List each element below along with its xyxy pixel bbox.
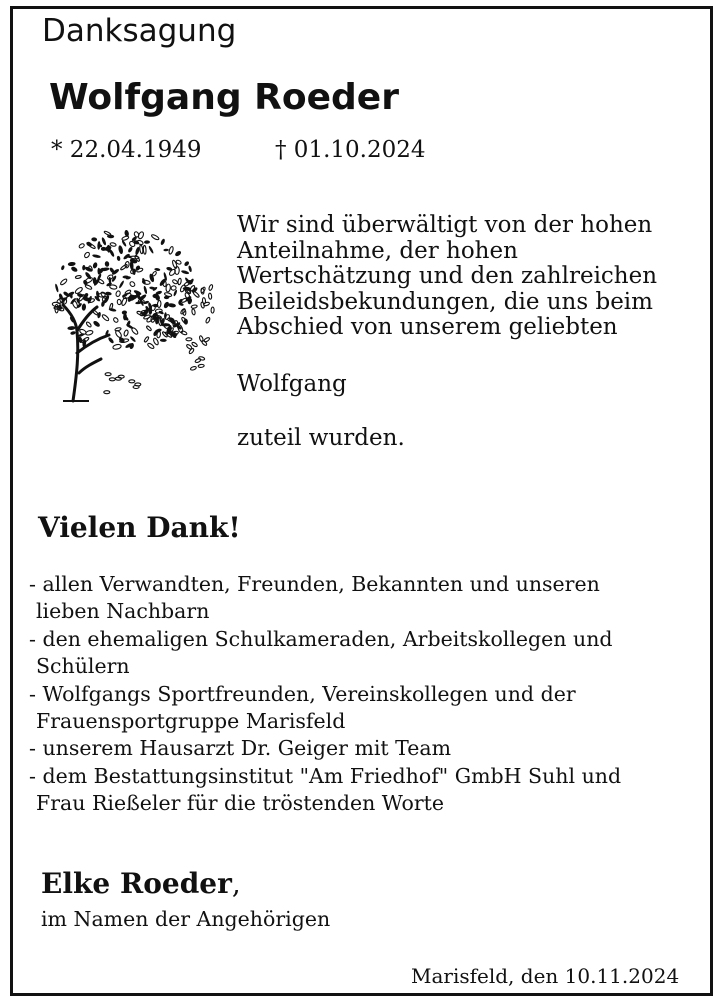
list-item: - allen Verwandten, Freunden, Bekannten und unseren <box>29 572 600 596</box>
leaf <box>186 338 192 341</box>
leaf <box>144 336 150 342</box>
leaf <box>155 309 162 314</box>
leaf <box>186 344 193 350</box>
leaf <box>84 251 91 258</box>
leaf <box>153 337 160 345</box>
signer-subtitle: im Namen der Angehörigen <box>41 907 331 931</box>
leaf <box>181 270 190 275</box>
leaf <box>198 364 204 368</box>
leaf <box>191 305 197 309</box>
list-item: Schülern <box>36 654 130 679</box>
leaf <box>129 336 136 343</box>
leaf <box>122 310 128 314</box>
leaf <box>101 314 109 322</box>
deceased-name: Wolfgang Roeder <box>49 77 399 118</box>
leaf <box>74 286 83 294</box>
leaf <box>208 293 212 299</box>
leaf <box>181 298 188 304</box>
leaf <box>104 261 109 267</box>
leaf <box>174 250 182 257</box>
leaf <box>168 246 174 254</box>
death-date: † 01.10.2024 <box>275 137 426 163</box>
leaf <box>117 299 121 305</box>
leaf <box>144 240 150 244</box>
leaf <box>134 231 140 238</box>
thanks-list <box>29 571 621 818</box>
list-item: - den ehemaligen Schulkameraden, Arbeitskollegen und <box>29 626 613 651</box>
leaf <box>183 281 190 287</box>
leaf <box>201 340 207 346</box>
leaf <box>139 245 143 254</box>
leaf <box>75 275 81 279</box>
leaf <box>91 237 97 241</box>
message-end: zuteil wurden. <box>237 425 405 451</box>
leaf <box>200 287 206 294</box>
leaf <box>160 238 166 245</box>
leaf <box>86 321 92 327</box>
notice-heading: Danksagung <box>42 13 237 49</box>
leaf <box>157 300 161 307</box>
leaf <box>151 304 156 310</box>
leaf <box>195 358 202 363</box>
leaf <box>147 342 155 349</box>
signer-name: Elke Roeder <box>41 867 232 900</box>
leaf <box>190 366 197 371</box>
signer-comma: , <box>231 867 241 900</box>
leaf <box>131 327 139 335</box>
leaf <box>70 266 78 273</box>
leaf <box>116 256 120 262</box>
leaf <box>171 285 177 290</box>
list-item: - Wolfgangs Sportfreunden, Vereinskollegen und der <box>29 681 576 706</box>
leaf <box>92 320 101 328</box>
leaf <box>191 342 198 348</box>
leaf <box>118 280 124 289</box>
leaf <box>113 317 119 323</box>
message-line: Wir sind überwältigt von der hohen <box>237 212 653 238</box>
leaf <box>202 298 206 304</box>
leaf <box>127 246 133 253</box>
leaf <box>181 330 188 335</box>
leaf <box>208 284 213 291</box>
leaf <box>110 242 117 247</box>
leaf <box>109 378 115 381</box>
thanks-heading: Vielen Dank! <box>38 511 241 544</box>
list-item: - unserem Hausarzt Dr. Geiger mit Team <box>29 736 452 761</box>
leaf <box>118 245 124 255</box>
leaf <box>60 278 68 286</box>
leaf <box>55 283 60 292</box>
leaf <box>61 265 66 271</box>
leaf <box>154 268 160 272</box>
leaf <box>92 254 101 259</box>
leaf <box>92 262 98 269</box>
leaf <box>68 262 76 267</box>
leaf <box>121 235 129 240</box>
leaf <box>78 243 84 249</box>
leaf <box>82 265 86 271</box>
leaf <box>137 240 144 246</box>
list-item: Frau Rießeler für die tröstenden Worte <box>36 791 444 816</box>
leaf <box>146 325 152 331</box>
place-date: Marisfeld, den 10.11.2024 <box>411 964 680 988</box>
leaf <box>101 237 107 246</box>
leaf <box>97 278 104 284</box>
leaf <box>152 271 157 277</box>
leaf <box>121 240 127 247</box>
leaf <box>172 279 178 285</box>
leaf <box>115 330 123 339</box>
leaf <box>104 391 110 394</box>
leaf <box>205 317 210 324</box>
leaf <box>67 326 75 330</box>
leaf <box>143 245 146 254</box>
leaf <box>84 277 93 285</box>
leaf <box>109 249 115 257</box>
list-item: - dem Bestattungsinstitut "Am Friedhof" GmbH Suhl und <box>29 763 622 788</box>
message-line: Wertschätzung und den zahlreichen <box>237 263 658 289</box>
leaf <box>151 234 160 241</box>
message-text <box>237 213 657 341</box>
leaf <box>115 290 120 297</box>
message-name: Wolfgang <box>237 371 347 397</box>
leaf <box>143 286 148 295</box>
leaf <box>193 291 200 298</box>
leaf <box>188 265 193 272</box>
message-line: Abschied von unserem geliebten <box>237 314 618 340</box>
leaf <box>191 309 195 315</box>
leaf <box>112 344 121 350</box>
leaf <box>123 330 128 337</box>
leaf <box>211 307 214 313</box>
leaf <box>88 243 96 250</box>
birth-date: * 22.04.1949 <box>51 137 202 163</box>
leaf <box>199 335 204 342</box>
leaf <box>85 284 93 290</box>
leaf <box>121 297 128 306</box>
leaf <box>129 281 136 288</box>
message-line: Anteilnahme, der hohen <box>237 237 518 264</box>
leaf <box>148 245 154 254</box>
leaf <box>105 373 111 376</box>
message-line: Beileidsbekundungen, die uns beim <box>237 288 653 315</box>
leaf <box>160 339 167 342</box>
signer-line <box>41 867 241 900</box>
leaf <box>109 284 117 289</box>
leaf <box>107 336 114 344</box>
leaf <box>135 383 141 386</box>
list-item: Frauensportgruppe Marisfeld <box>36 709 346 734</box>
leaf <box>178 278 182 285</box>
leaf <box>70 331 76 335</box>
tree-icon <box>33 213 217 403</box>
leaf <box>166 284 171 292</box>
leaf <box>97 241 101 250</box>
leaf <box>81 303 86 311</box>
leaf <box>163 249 169 252</box>
leaf <box>120 264 128 271</box>
leaf <box>104 231 112 236</box>
notice-frame <box>10 6 713 996</box>
list-item: lieben Nachbarn <box>36 599 210 624</box>
leaf <box>129 380 135 383</box>
